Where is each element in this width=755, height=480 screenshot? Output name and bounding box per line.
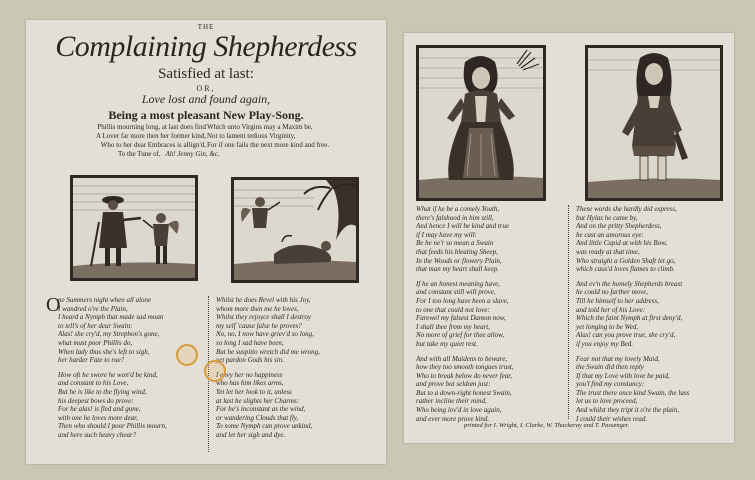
woodcut-gentleman-cupid	[70, 175, 198, 281]
verse-column-left-2	[416, 205, 514, 423]
verse-line: Who straight a Golden Shaft let go,	[576, 256, 676, 265]
verse-line: so long I sad have been,	[216, 338, 284, 347]
verse-line: to one that could not love:	[416, 305, 490, 314]
intro-line: Not to lament tedious Virginity,	[207, 132, 296, 140]
woodcut-lady-image	[419, 48, 543, 198]
verse-line: was ready at that time,	[576, 247, 640, 256]
verse-column-right-2	[576, 205, 689, 423]
woodcut-gentleman-image	[588, 48, 720, 198]
woodcut-lady	[416, 45, 546, 201]
play-song-line: Being a most pleasant New Play-Song.	[108, 108, 304, 122]
verse-line: For I too long have been a slave,	[416, 296, 509, 305]
intro-line: Who to her dear Embraces is allign'd,	[100, 141, 206, 149]
verse-line: his deepest bows do prove:	[58, 396, 134, 405]
verse-line: How oft he swore he won'd be kind,	[58, 370, 158, 379]
library-stamp	[176, 344, 198, 366]
verse-line: No, no, I now have griev'd so long,	[216, 330, 314, 339]
intro-line: A Lover far more then her former kind,	[95, 132, 206, 140]
verse-line: And with all Maidens to beware,	[416, 354, 508, 363]
verse-line: Alas! can you prove true, she cry'd,	[576, 331, 676, 340]
ballad-title: Complaining Shepherdess	[55, 30, 357, 63]
verse-line: Whilst he does Revel with his Joy,	[216, 296, 311, 304]
verse-line: with one he loves more dear,	[58, 413, 138, 422]
verse-line: When lady thus she's left to sigh,	[58, 347, 150, 356]
verse-column-right-1	[216, 296, 320, 440]
verse-line: whom more then me he loves,	[216, 304, 299, 313]
verse-line: And little Cupid at with his Bow,	[576, 239, 668, 248]
verse-line: ne Summers night when all alone	[58, 296, 152, 304]
woodcut-cupid-reclining-image	[234, 180, 356, 280]
verse-line: to tell's of her dear Swain:	[58, 321, 133, 330]
verse-line: Whilst they rejoyce shall I destroy	[216, 313, 311, 322]
verse-line: yet longing to be Wed,	[576, 322, 639, 331]
verse-line: if you enjoy my Bed.	[576, 339, 633, 348]
verse-line: Then who should I poor Phillis mourn,	[58, 422, 167, 431]
verse-line: Who to break below do never fear,	[416, 371, 512, 380]
verse-line: and ever more prove kind.	[416, 414, 490, 423]
tune-label: To the Tune of,	[118, 150, 161, 158]
verse-line: And whilst they tript it o're the plain,	[576, 406, 680, 415]
verse-line: there's falshood in him still,	[416, 213, 494, 222]
verse-line: and constant still will prove,	[416, 288, 496, 297]
verse-line: that feeds his bleating Sheep,	[416, 247, 498, 256]
intro-line: Phillis mourning long, at last does find	[97, 123, 206, 131]
verse-line: Alas! she cry'd, my Strephon's gone,	[58, 330, 160, 339]
verse-line: I could their wishes read.	[576, 414, 648, 423]
verse-line: who has him likes arms,	[216, 379, 284, 388]
verse-line: which caus'd loves flames to climb.	[576, 265, 675, 274]
title-the: THE	[197, 23, 215, 31]
title-or: OR,	[196, 84, 216, 93]
verse-column-left-1	[58, 296, 167, 440]
woodcut-gentleman	[585, 45, 723, 201]
verse-line: my self 'cause false he proves?	[216, 321, 302, 330]
verse-line: and here such heavy chear?	[58, 430, 137, 439]
verse-line: at last he slights her Charms:	[216, 396, 300, 405]
verse-line: he cast an amorous eye:	[576, 230, 644, 239]
verse-line: If he an honest meaning have,	[416, 279, 500, 288]
verse-line: For he's inconstant as the wind,	[216, 405, 306, 414]
verse-line: And hence I will be kind and true	[416, 222, 510, 231]
verse-line: These words she hardly did express,	[576, 205, 677, 213]
verse-line: how they too smooth tongues trust,	[416, 363, 514, 372]
verse-line: her harder Fate to rue?	[58, 356, 125, 365]
verse-line: the Swain did then reply	[576, 363, 644, 372]
ballad-sheet-right	[404, 33, 734, 443]
verse-line: If that my Love with love be paid,	[576, 371, 670, 380]
verse-line: And on the pritty Shepherdess,	[576, 222, 662, 231]
intro-line: For if one fails the next more kind and free.	[207, 141, 330, 149]
verse-line: and told her of his Love:	[576, 305, 646, 314]
printer-imprint: printed for I. Wright, I. Clarke, W. Thackeray and T. Passenger.	[464, 422, 630, 429]
verse-line: I heard a Nymph that made sad moan	[58, 313, 164, 322]
column-divider	[568, 205, 569, 419]
verse-line: What if he be a comely Youth,	[416, 205, 500, 213]
ballad-subtitle: Satisfied at last:	[158, 66, 254, 82]
woodcut-gentleman-cupid-image	[73, 178, 195, 278]
verse-line: what must poor Phillis do,	[58, 338, 133, 347]
ballad-sheet-left	[26, 20, 386, 464]
verse-line: Till he himself to her address,	[576, 296, 659, 305]
verse-line: No more of grief for thee allow,	[416, 331, 505, 340]
verse-line: But to a down-right honest Swain,	[416, 388, 512, 397]
alt-title: Love lost and found again,	[141, 92, 271, 106]
verse-line: Farewel my falsest Damon now,	[416, 314, 506, 323]
verse-line: and prove but seldom just:	[416, 380, 491, 389]
verse-line: To some Nymph can prove unkind,	[216, 422, 313, 431]
verse-line: Who being lov'd in love again,	[416, 406, 502, 415]
verse-line: or wandering Clouds that fly,	[216, 413, 299, 422]
verse-line: let us to love proceed,	[576, 397, 638, 406]
intro-verse-left	[46, 123, 206, 150]
library-stamp	[204, 360, 226, 382]
verse-line: Fear not that my lovely Maid,	[576, 354, 660, 363]
verse-line: But he is like to the flying wind,	[58, 387, 147, 396]
verse-line: For he alas! is fled and gone,	[58, 405, 141, 414]
verse-line: And ev'n the homely Shepherds breast	[576, 279, 683, 288]
intro-line: Which unto Virgins may a Maxim be,	[207, 123, 313, 131]
tune-line	[118, 150, 220, 158]
verse-line: yet pardon Gods his sin.	[216, 356, 284, 365]
verse-line: rather incline their mind,	[416, 397, 487, 406]
verse-line: In the Woods or flowery Plain,	[416, 256, 502, 265]
verse-line: The trust there once kind Swain, the lass	[576, 388, 690, 397]
tune-name: Ah! Jenny Gin, &c.	[165, 150, 220, 158]
verse-line: and constant to his Love,	[58, 379, 129, 388]
verse-line: and let her sigh and dye.	[216, 430, 286, 439]
verse-line: I shall thee from my heart,	[416, 322, 491, 331]
verse-line: he could no farther move,	[576, 288, 649, 297]
woodcut-cupid-reclining	[231, 177, 359, 283]
drop-cap: O	[46, 294, 61, 316]
verse-line: I wandred o're the Plain,	[58, 304, 128, 313]
verse-line: but take my quiet rest.	[416, 339, 478, 348]
verse-line: Which the faint Nymph at first deny'd,	[576, 314, 683, 323]
verse-line: but Hylas he came by,	[576, 213, 638, 222]
verse-line: Be he ne'r so mean a Swain	[416, 239, 494, 248]
verse-line: if I may have my will:	[416, 230, 477, 239]
verse-line: I envy her no happiness	[216, 370, 283, 379]
intro-verse-right	[207, 123, 329, 150]
verse-line: you'l find my constancy:	[576, 380, 645, 389]
verse-line: But he suspitio wretch did me wrong,	[216, 347, 320, 356]
verse-line: that man my heart shall keep.	[416, 265, 499, 274]
verse-line: Yet let her look to it, unless	[216, 387, 292, 396]
